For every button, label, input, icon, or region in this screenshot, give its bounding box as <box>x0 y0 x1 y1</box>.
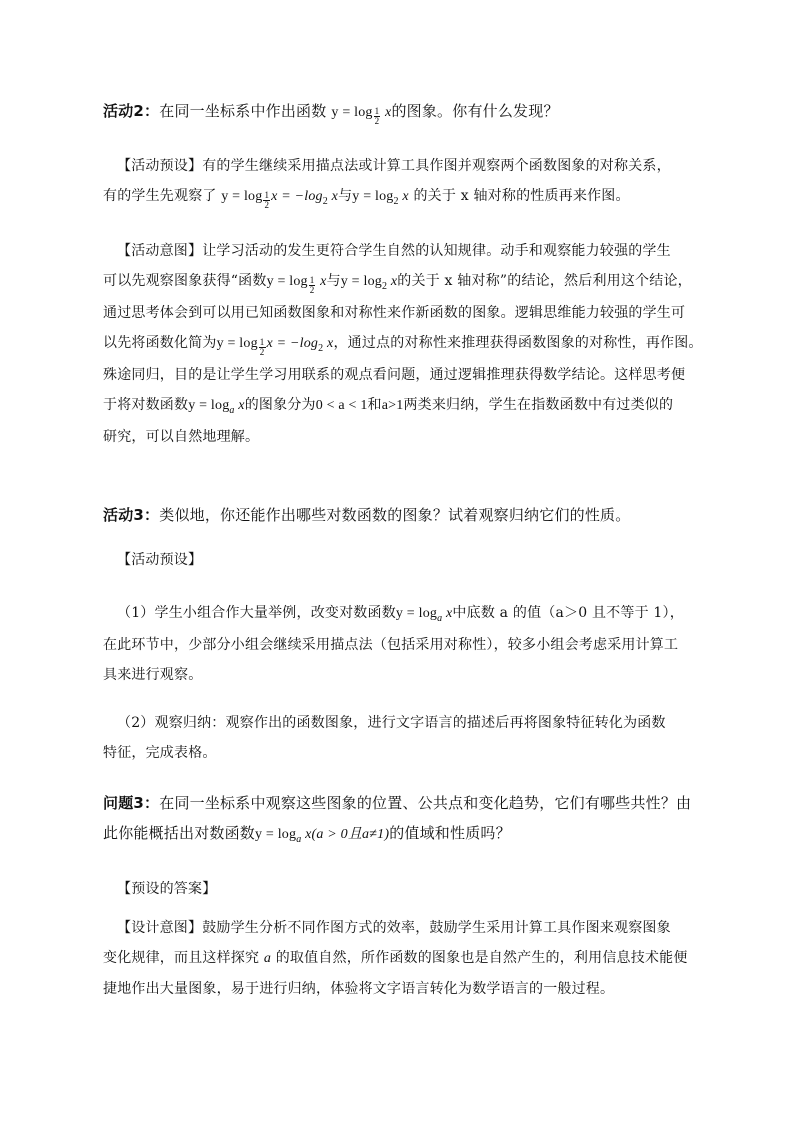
formula-x: x <box>390 274 398 289</box>
formula-x: x <box>446 606 453 621</box>
formula-condition: x(a > 0且a≠1) <box>305 827 390 842</box>
preset1-line1: 【活动预设】有的学生继续采用描点法或计算工具作图并观察两个函数图象的对称关系， <box>117 158 671 174</box>
preset1-paragraph <box>103 151 703 213</box>
intent1-line4 <box>103 328 703 360</box>
question3-title: 问题3 <box>103 794 145 812</box>
question3-line1 <box>103 788 703 818</box>
activity3-paragraph <box>103 500 703 530</box>
preset1-line2-a: 有的学生先观察了 <box>103 188 217 204</box>
preset2-item1-line3: 具来进行观察。 <box>103 667 203 683</box>
fraction-numerator: 1 <box>264 190 270 201</box>
fraction-denominator: 2 <box>309 285 315 296</box>
preset1-line2-mid: 与 <box>338 188 353 204</box>
preset1-line2-b: 的关于 x 轴对称的性质再来作图。 <box>413 188 630 204</box>
intent1-line1: 【活动意图】让学习活动的发生更符合学生自然的认知规律。动手和观察能力较强的学生 <box>117 243 671 259</box>
question3-text2a: 此你能概括出对数函数 <box>103 824 256 842</box>
preset2-item1-b: 中底数 a 的值（a＞0 且不等于 1）， <box>452 605 684 621</box>
intent1-formula2 <box>340 274 398 292</box>
formula-x: x <box>331 189 339 204</box>
fraction-numerator: 1 <box>309 275 315 286</box>
intent2-line2-a: 变化规律，而且这样探究 <box>103 950 260 966</box>
activity2-formula <box>331 105 392 127</box>
preset2-item2-line1: （2）观察归纳：观察作出的函数图象，进行文字语言的描述后再将图象特征转化为函数 <box>117 715 666 731</box>
formula-x: x <box>327 336 334 351</box>
question3-colon: ： <box>144 794 160 812</box>
formula-neg-log: x = −log <box>271 189 323 204</box>
intent2-line2-b: 的取值自然，所作函数的图象也是自然产生的，利用信息技术能便 <box>275 950 688 966</box>
intent2-line3: 捷地作出大量图象，易于进行归纳，体验将文字语言转化为数学语言的一般过程。 <box>103 981 615 997</box>
preset2-item1-a: （1）学生小组合作大量举例，改变对数函数 <box>117 605 396 621</box>
fraction-half <box>263 191 270 210</box>
formula-x: x <box>402 189 409 204</box>
intent1-line2-a: 可以先观察图象获得“函数 <box>103 273 267 289</box>
intent1-line6-a: 于将对数函数 <box>103 397 189 413</box>
intent1-formula4 <box>188 398 245 416</box>
preset2-item2 <box>103 708 703 768</box>
intent1-line5: 殊途同归，目的是让学生学习用联系的观点看问题，通过逻辑推理获得数学结论。这样思考便 <box>103 367 686 383</box>
intent1-line6 <box>103 390 703 422</box>
intent1-condition: 0 < a < 1和a>1 <box>315 398 404 413</box>
preset1-formula2 <box>352 189 409 207</box>
formula-sub: a <box>296 834 302 845</box>
fraction-numerator: 1 <box>259 337 265 348</box>
formula-y-log: y = log <box>395 606 438 621</box>
preset2-item2-line2: 特征，完成表格。 <box>103 745 217 761</box>
intent1-paragraph <box>103 236 703 452</box>
intent1-line6-c: 两类来归纳，学生在指数函数中有过类似的 <box>403 397 674 413</box>
preset1-formula1 <box>221 189 339 211</box>
preset2-title: 【活动预设】 <box>117 552 203 568</box>
formula-x: x <box>238 398 245 413</box>
activity2-text-before: 在同一坐标系中作出函数 <box>159 102 327 120</box>
question3-paragraph <box>103 788 703 851</box>
intent2-line2 <box>103 943 703 974</box>
formula-y-log: y = log <box>255 827 297 842</box>
activity2-paragraph <box>103 96 703 128</box>
fraction-denominator: 2 <box>264 200 270 211</box>
formula-y-log: y = log <box>340 274 382 289</box>
intent2-variable-a: a <box>263 951 272 966</box>
preset2-item1 <box>103 598 703 690</box>
question3-line2 <box>103 818 703 851</box>
formula-x: x <box>385 105 392 120</box>
formula-sub: 2 <box>381 281 388 292</box>
formula-sub: 2 <box>393 196 399 207</box>
fraction-numerator: 1 <box>374 106 380 117</box>
formula-y-log: y = log <box>188 398 230 413</box>
formula-sub: 2 <box>322 196 328 207</box>
formula-y-log: y = log <box>216 336 258 351</box>
intent2-line1: 【设计意图】鼓励学生分析不同作图方式的效率，鼓励学生采用计算工具作图来观察图象 <box>117 920 671 936</box>
formula-y-log: y = log <box>221 189 263 204</box>
formula-sub: a <box>437 613 443 624</box>
intent1-line7: 研究，可以自然地理解。 <box>103 429 260 445</box>
preset1-line2 <box>103 181 703 213</box>
intent1-line2-b: 的关于 x 轴对称”的结论，然后利用这个结论， <box>397 273 692 289</box>
activity2-text-after: 的图象。你有什么发现？ <box>391 102 559 120</box>
intent1-line4-a: 以先将函数化简为 <box>103 335 217 351</box>
formula-y-log: y = log <box>352 189 394 204</box>
intent1-formula3 <box>216 336 334 358</box>
question3-text2b: 的值域和性质吗？ <box>389 824 511 842</box>
intent1-line2 <box>103 266 703 298</box>
preset2-item1-line1 <box>103 598 703 630</box>
preset2-formula <box>395 606 453 624</box>
formula-x: x <box>320 274 327 289</box>
fraction-half <box>309 276 316 295</box>
fraction-denominator: 2 <box>259 347 265 358</box>
fraction-half <box>374 107 381 126</box>
activity2-colon: ： <box>144 102 160 120</box>
formula-y-log: y = log <box>331 105 373 120</box>
intent1-formula1 <box>266 274 327 296</box>
intent1-line2-mid: 与 <box>326 273 341 289</box>
formula-y-log: y = log <box>266 274 308 289</box>
formula-sub: a <box>229 405 235 416</box>
preset2-item1-line2: 在此环节中，少部分小组会继续采用描点法（包括采用对称性），较多小组会考虑采用计算工 <box>103 637 679 653</box>
answer-title: 【预设的答案】 <box>117 881 217 897</box>
question3-formula <box>255 827 390 845</box>
fraction-half <box>259 338 266 357</box>
activity3-text: 类似地，你还能作出哪些对数函数的图象？试着观察归纳它们的性质。 <box>159 506 631 524</box>
intent1-line4-b: ，通过点的对称性来推理获得函数图象的对称性，再作图。 <box>333 335 703 351</box>
formula-sub: 2 <box>318 343 324 354</box>
intent1-line3: 通过思考体会到可以用已知函数图象和对称性来作新函数的图象。逻辑思维能力较强的学生可 <box>103 305 686 321</box>
question3-text1: 在同一坐标系中观察这些图象的位置、公共点和变化趋势，它们有哪些共性？由 <box>159 794 692 812</box>
intent2-paragraph <box>103 913 703 1004</box>
activity3-colon: ： <box>144 506 160 524</box>
fraction-denominator: 2 <box>374 116 380 127</box>
formula-neg-log: x = −log <box>266 336 319 351</box>
activity3-title: 活动3 <box>103 506 145 524</box>
intent1-line6-b: 的图象分为 <box>244 397 316 413</box>
activity2-title: 活动2 <box>103 102 145 120</box>
